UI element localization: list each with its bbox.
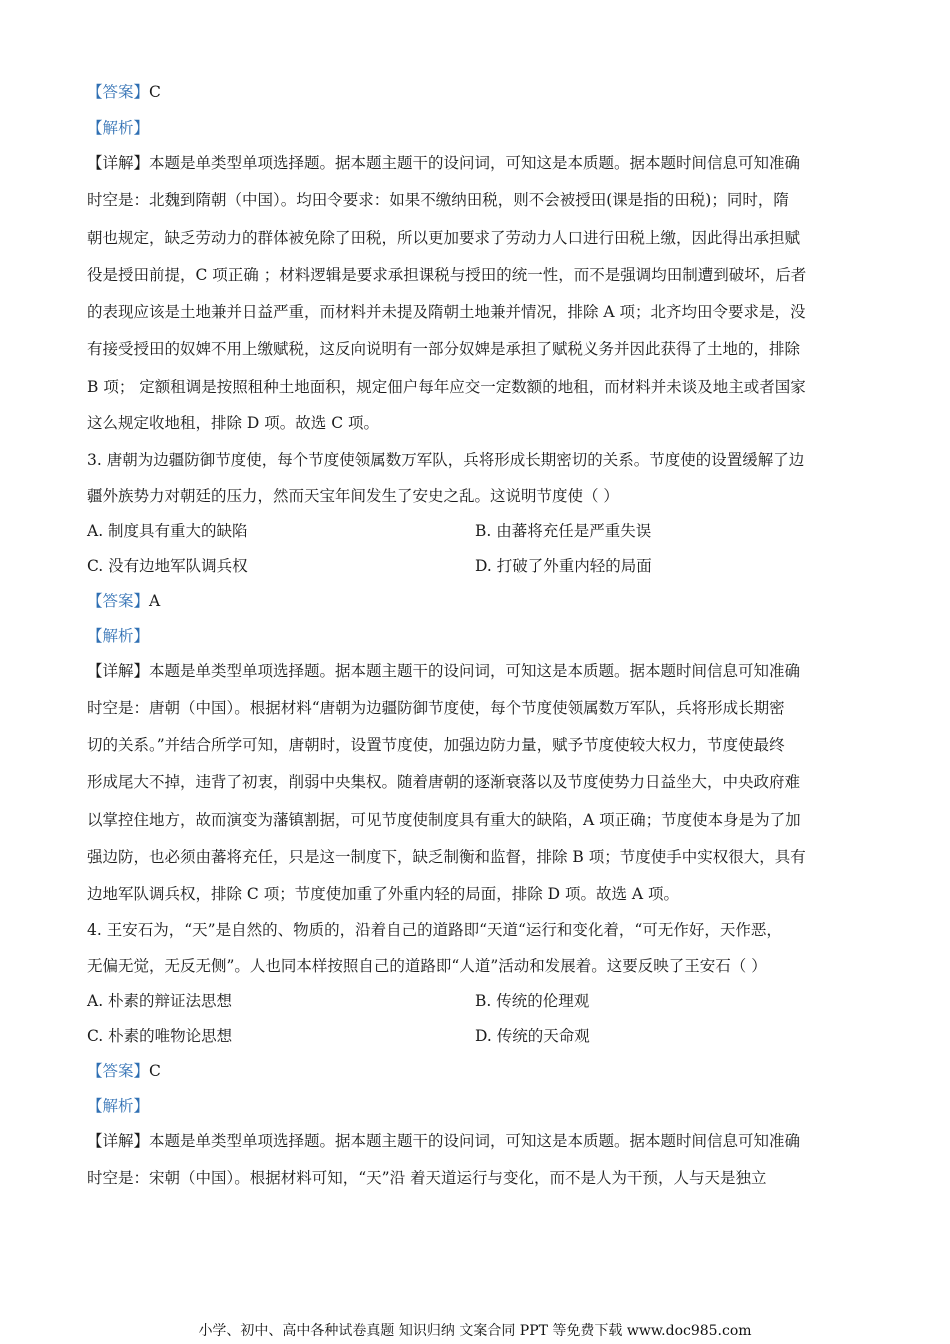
- detail-text: 以掌控住地方，故而演变为藩镇割据，可见节度使制度具有重大的缺陷，A 项正确；节度使本身是为了加: [87, 811, 801, 829]
- detail-text: 边地军队调兵权，排除 C 项；节度使加重了外重内轻的局面，排除 D 项。故选 A 项。: [87, 885, 680, 903]
- detail-text: 的表现应该是土地兼并日益严重，而材料并未提及隋朝土地兼并情况，排除 A 项；北齐均田令要求是，没: [87, 303, 806, 321]
- question-stem: 无偏无觉，无反无侧”。人也同本样按照自己的道路即“人道”活动和发展着。这要反映了王安石（ ）: [87, 957, 767, 975]
- analysis-tag: 【解析】: [87, 627, 150, 645]
- answer-line: [87, 82, 161, 102]
- detail-tag: 【详解】: [87, 1132, 150, 1150]
- answer-value: C: [149, 1062, 161, 1080]
- detail-line: [87, 153, 800, 173]
- detail-text: 本题是单类型单项选择题。据本题主题干的设问词，可知这是本质题。据本题时间信息可知准确: [149, 1132, 801, 1150]
- detail-text: 强边防，也必须由蕃将充任，只是这一制度下，缺乏制衡和监督，排除 B 项；节度使手中实权很大，具有: [87, 848, 806, 866]
- detail-text: 本题是单类型单项选择题。据本题主题干的设问词，可知这是本质题。据本题时间信息可知准确: [149, 154, 801, 172]
- detail-text: 时空是：北魏到隋朝（中国）。均田令要求：如果不缴纳田税，则不会被授田(课是指的田税)；同时，隋: [87, 191, 789, 209]
- question-stem: 4. 王安石为，“天”是自然的、物质的，沿着自己的道路即“天道“运行和变化着，“可无作好，天作恶，: [87, 921, 782, 939]
- option-c: C. 朴素的唯物论思想: [87, 1027, 233, 1045]
- detail-text: 形成尾大不掉，违背了初衷，削弱中央集权。随着唐朝的逐渐衰落以及节度使势力日益坐大，中央政府难: [87, 773, 801, 791]
- detail-text: 切的关系。”并结合所学可知，唐朝时，设置节度使，加强边防力量，赋予节度使较大权力，节度使最终: [87, 736, 785, 754]
- detail-text: 役是授田前提，C 项正确 ；材料逻辑是要求承担课税与授田的统一性，而不是强调均田制遭到破坏，后者: [87, 266, 807, 284]
- question-stem: 3. 唐朝为边疆防御节度使，每个节度使领属数万军队，兵将形成长期密切的关系。节度使的设置缓解了边: [87, 451, 805, 469]
- option-a: A. 制度具有重大的缺陷: [87, 522, 248, 540]
- answer-tag: 【答案】: [87, 592, 150, 610]
- option-d: D. 传统的天命观: [475, 1027, 590, 1045]
- detail-text: 时空是：唐朝（中国）。根据材料“唐朝为边疆防御节度使，每个节度使领属数万军队，兵将形成长期密: [87, 699, 785, 717]
- page-footer: 小学、初中、高中各种试卷真题 知识归纳 文案合同 PPT 等免费下载 www.doc985.com: [198, 1323, 752, 1339]
- answer-line: [87, 591, 160, 611]
- answer-value: A: [149, 592, 161, 610]
- detail-text: 有接受授田的奴婢不用上缴赋税，这反向说明有一部分奴婢是承担了赋税义务并因此获得了土地的，排除: [87, 340, 801, 358]
- option-d: D. 打破了外重内轻的局面: [475, 557, 652, 575]
- answer-line: [87, 1061, 161, 1081]
- answer-tag: 【答案】: [87, 1062, 150, 1080]
- analysis-line: [87, 626, 149, 646]
- detail-text: 本题是单类型单项选择题。据本题主题干的设问词，可知这是本质题。据本题时间信息可知准确: [149, 662, 801, 680]
- option-b: B. 由蕃将充任是严重失误: [475, 522, 652, 540]
- detail-text: 时空是：宋朝（中国）。根据材料可知，“天”沿 着天道运行与变化，而不是人为干预，人与天是独立: [87, 1169, 767, 1187]
- analysis-tag: 【解析】: [87, 1097, 150, 1115]
- analysis-line: [87, 1096, 149, 1116]
- option-a: A. 朴素的辩证法思想: [87, 992, 233, 1010]
- option-c: C. 没有边地军队调兵权: [87, 557, 248, 575]
- detail-text: 这么规定收地租，排除 D 项。故选 C 项。: [87, 414, 379, 432]
- answer-value: C: [149, 83, 161, 101]
- analysis-line: [87, 118, 149, 138]
- detail-line: [87, 1131, 800, 1151]
- detail-tag: 【详解】: [87, 662, 150, 680]
- analysis-tag: 【解析】: [87, 119, 150, 137]
- option-b: B. 传统的伦理观: [475, 992, 590, 1010]
- detail-text: B 项； 定额租调是按照租种土地面积，规定佃户每年应交一定数额的地租，而材料并未谈及地主或者国家: [87, 378, 806, 396]
- detail-text: 朝也规定，缺乏劳动力的群体被免除了田税，所以更加要求了劳动力人口进行田税上缴，因此得出承担赋: [87, 229, 801, 247]
- detail-line: [87, 661, 800, 681]
- answer-tag: 【答案】: [87, 83, 150, 101]
- question-stem: 疆外族势力对朝廷的压力，然而天宝年间发生了安史之乱。这说明节度使（ ）: [87, 487, 619, 505]
- detail-tag: 【详解】: [87, 154, 150, 172]
